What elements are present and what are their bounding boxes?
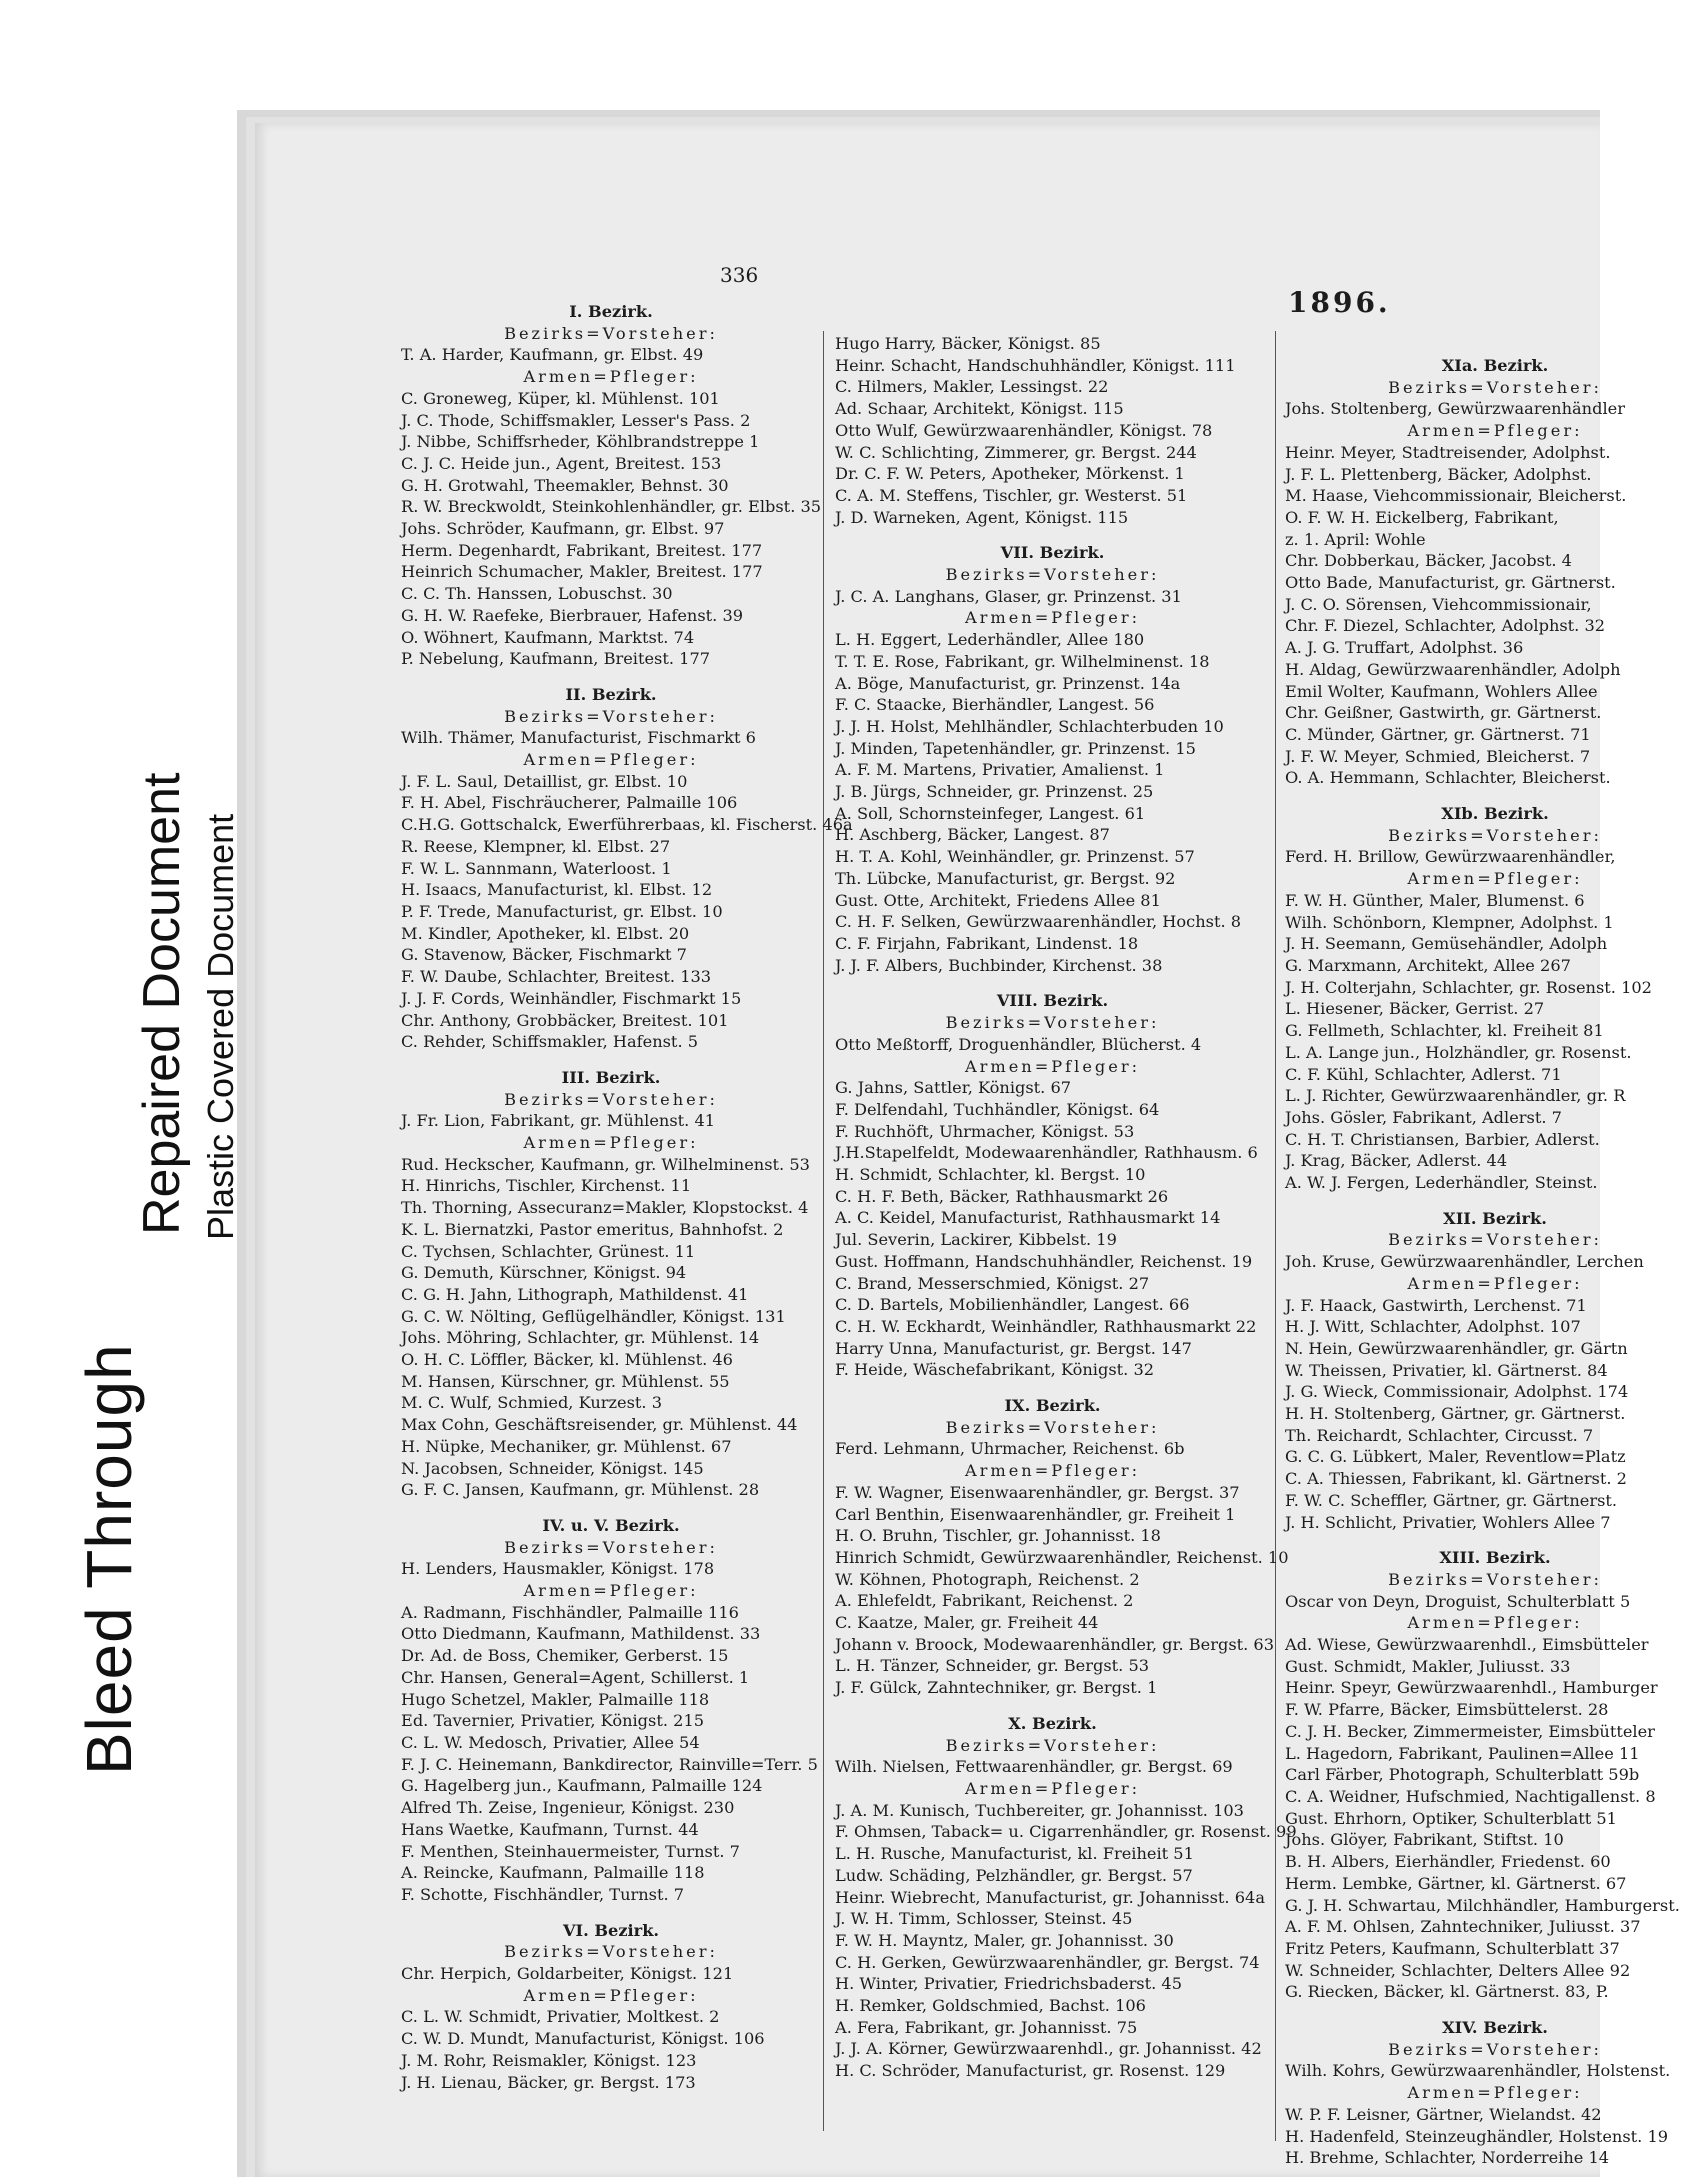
directory-entry: J. C. A. Langhans, Glaser, gr. Prinzenst. 31 (835, 586, 1182, 606)
directory-entry: Otto Wulf, Gewürzwaarenhändler, Königst. 78 (835, 420, 1213, 440)
directory-entry: L. H. Eggert, Lederhändler, Allee 180 (835, 630, 1145, 650)
directory-entry: C. Hilmers, Makler, Lessingst. 22 (835, 377, 1109, 397)
directory-entry: Johann v. Broock, Modewaarenhändler, gr. Bergst. 63 (835, 1634, 1275, 1654)
district-heading: XIII. Bezirk. (1439, 1548, 1551, 1568)
directory-entry: A. J. G. Truffart, Adolphst. 36 (1285, 638, 1524, 658)
directory-entry: F. W. H. Mayntz, Maler, gr. Johannisst. 30 (835, 1930, 1174, 1950)
section-subheading: Bezirks=Vorsteher: (1388, 825, 1602, 845)
directory-entry: J. Krag, Bäcker, Adlerst. 44 (1285, 1151, 1508, 1171)
directory-entry: Johs. Stoltenberg, Gewürzwaarenhändler (1285, 399, 1625, 419)
directory-entry: A. Böge, Manufacturist, gr. Prinzenst. 14a (835, 673, 1181, 693)
section-subheading: Bezirks=Vorsteher: (1388, 2039, 1602, 2059)
directory-entry: Max Cohn, Geschäftsreisender, gr. Mühlenst. 44 (401, 1415, 798, 1435)
section-subheading: Armen=Pfleger: (964, 1779, 1141, 1798)
directory-entry: Heinrich Schumacher, Makler, Breitest. 177 (401, 562, 763, 582)
directory-entry: C. Kaatze, Maler, gr. Freiheit 44 (835, 1613, 1099, 1633)
directory-entry: Chr. Hansen, General=Agent, Schillerst. 1 (401, 1667, 750, 1687)
district-heading: VIII. Bezirk. (996, 991, 1109, 1011)
directory-entry: Fritz Peters, Kaufmann, Schulterblatt 37 (1285, 1938, 1620, 1958)
section-subheading: Armen=Pfleger: (523, 750, 699, 770)
directory-entry: H. Schmidt, Schlachter, kl. Bergst. 10 (835, 1165, 1146, 1185)
directory-entry: J. M. Rohr, Reismakler, Königst. 123 (401, 2050, 697, 2070)
section-subheading: Bezirks=Vorsteher: (1388, 1569, 1602, 1589)
directory-entry: M. Hansen, Kürschner, gr. Mühlenst. 55 (401, 1371, 730, 1391)
directory-entry: F. W. Wagner, Eisenwaarenhändler, gr. Bergst. 37 (835, 1482, 1240, 1502)
directory-entry: A. C. Keidel, Manufacturist, Rathhausmarkt 14 (835, 1208, 1221, 1228)
directory-entry: C. L. W. Schmidt, Privatier, Moltkest. 2 (401, 2007, 720, 2027)
directory-entry: G. J. H. Schwartau, Milchhändler, Hamburgerst. (1285, 1895, 1680, 1915)
directory-entry: F. W. Daube, Schlachter, Breitest. 133 (401, 967, 712, 987)
directory-entry: J. J. A. Körner, Gewürzwaarenhdl., gr. Johannisst. 42 (835, 2039, 1262, 2059)
directory-entry: C. L. W. Medosch, Privatier, Allee 54 (401, 1733, 700, 1752)
directory-entry: F. W. H. Günther, Maler, Blumenst. 6 (1285, 890, 1585, 910)
directory-entry: F. Delfendahl, Tuchhändler, Königst. 64 (835, 1099, 1160, 1119)
directory-entry: C. H. F. Beth, Bäcker, Rathhausmarkt 26 (835, 1186, 1169, 1206)
directory-entry: G. C. W. Nölting, Geflügelhändler, Königst. 131 (401, 1306, 786, 1326)
district-heading: XIb. Bezirk. (1441, 804, 1549, 824)
directory-entry: A. Radmann, Fischhändler, Palmaille 116 (401, 1602, 739, 1622)
directory-entry: M. Haase, Viehcommissionair, Bleicherst. (1285, 486, 1627, 506)
directory-entry: W. Theissen, Privatier, kl. Gärtnerst. 84 (1285, 1360, 1608, 1380)
section-subheading: Armen=Pfleger: (1407, 421, 1583, 441)
section-subheading: Armen=Pfleger: (964, 1056, 1141, 1076)
directory-entry: W. P. F. Leisner, Gärtner, Wielandst. 42 (1285, 2104, 1602, 2124)
district-heading: XIa. Bezirk. (1441, 356, 1549, 375)
district-heading: I. Bezirk. (569, 302, 653, 321)
directory-entry: C. W. D. Mundt, Manufacturist, Königst. 106 (401, 2029, 765, 2049)
directory-entry: H. Isaacs, Manufacturist, kl. Elbst. 12 (401, 880, 713, 900)
directory-entry: C. A. M. Steffens, Tischler, gr. Westerst. 51 (835, 485, 1188, 505)
directory-entry: A. Ehlefeldt, Fabrikant, Reichenst. 2 (835, 1591, 1134, 1611)
directory-entry: J.H.Stapelfeldt, Modewaarenhändler, Rathhausm. 6 (835, 1143, 1258, 1163)
section-subheading: Armen=Pfleger: (523, 1133, 699, 1153)
directory-entry: Heinr. Speyr, Gewürzwaarenhdl., Hamburger (1285, 1678, 1658, 1698)
directory-entry: Heinr. Schacht, Handschuhhändler, Königst. 111 (835, 355, 1236, 375)
directory-entry: Otto Bade, Manufacturist, gr. Gärtnerst. (1285, 573, 1616, 593)
directory-entry: A. F. M. Ohlsen, Zahntechniker, Juliusst. 37 (1285, 1917, 1641, 1937)
directory-entry: Oscar von Deyn, Droguist, Schulterblatt 5 (1285, 1591, 1631, 1611)
directory-entry: N. Jacobsen, Schneider, Königst. 145 (401, 1458, 704, 1478)
directory-entry: H. Winter, Privatier, Friedrichsbaderst. 45 (835, 1974, 1183, 1994)
directory-entry: J. C. Thode, Schiffsmakler, Lesser's Pass. 2 (401, 410, 751, 430)
directory-entry: R. W. Breckwoldt, Steinkohlenhändler, gr. Elbst. 35 (401, 497, 822, 517)
directory-entry: Th. Thorning, Assecuranz=Makler, Klopstockst. 4 (401, 1198, 809, 1218)
plastic-covered-label: Plastic Covered Document (200, 813, 241, 1240)
section-gap (401, 1053, 821, 1067)
directory-entry: W. C. Schlichting, Zimmerer, gr. Bergst. 244 (835, 442, 1197, 462)
directory-entry: J. B. Jürgs, Schneider, gr. Prinzenst. 25 (835, 782, 1154, 802)
section-subheading: Armen=Pfleger: (1407, 869, 1583, 889)
directory-entry: Jul. Severin, Lackirer, Kibbelst. 19 (835, 1230, 1117, 1250)
directory-entry: C. H. T. Christiansen, Barbier, Adlerst. (1285, 1129, 1600, 1149)
directory-entry: J. F. L. Plettenberg, Bäcker, Adolphst. (1285, 464, 1592, 484)
directory-entry: Ferd. Lehmann, Uhrmacher, Reichenst. 6b (835, 1439, 1185, 1459)
directory-entry: C. A. Thiessen, Fabrikant, kl. Gärtnerst. 2 (1285, 1469, 1627, 1489)
section-subheading: Bezirks=Vorsteher: (1388, 1230, 1602, 1250)
directory-entry: W. Köhnen, Photograph, Reichenst. 2 (835, 1569, 1140, 1589)
district-heading: IV. u. V. Bezirk. (542, 1515, 680, 1535)
directory-entry: L. Hagedorn, Fabrikant, Paulinen=Allee 11 (1285, 1743, 1640, 1763)
directory-entry: Joh. Kruse, Gewürzwaarenhändler, Lerchen (1285, 1252, 1644, 1272)
directory-column-3 (1285, 355, 1705, 2169)
section-gap (401, 1906, 821, 1920)
directory-column-1 (401, 301, 853, 2093)
directory-entry: J. F. W. Meyer, Schmied, Bleicherst. 7 (1285, 746, 1591, 766)
section-gap (835, 976, 1270, 990)
section-subheading: Armen=Pfleger: (1407, 1273, 1583, 1293)
directory-entry: Gust. Ehrhorn, Optiker, Schulterblatt 51 (1285, 1808, 1617, 1828)
district-heading: XII. Bezirk. (1443, 1208, 1547, 1228)
directory-entry: H. Aschberg, Bäcker, Langest. 87 (835, 825, 1110, 845)
directory-entry: J. F. Gülck, Zahntechniker, gr. Bergst. 1 (835, 1678, 1158, 1698)
directory-entry: J. H. Lienau, Bäcker, gr. Bergst. 173 (401, 2072, 696, 2092)
section-gap (1285, 2003, 1705, 2017)
directory-entry: Herm. Degenhardt, Fabrikant, Breitest. 177 (401, 540, 763, 560)
directory-entry: J. D. Warneken, Agent, Königst. 115 (835, 507, 1129, 527)
directory-entry: T. T. E. Rose, Fabrikant, gr. Wilhelminenst. 18 (835, 651, 1210, 671)
district-heading: II. Bezirk. (565, 684, 657, 704)
directory-entry: Johs. Glöyer, Fabrikant, Stiftst. 10 (1285, 1830, 1564, 1850)
directory-entry: H. Brehme, Schlachter, Norderreihe 14 (1285, 2148, 1610, 2168)
directory-entry: A. Soll, Schornsteinfeger, Langest. 61 (835, 803, 1146, 823)
section-subheading: Bezirks=Vorsteher: (504, 706, 718, 726)
directory-entry: H. Nüpke, Mechaniker, gr. Mühlenst. 67 (401, 1436, 732, 1456)
directory-entry: J. W. H. Timm, Schlosser, Steinst. 45 (835, 1909, 1133, 1929)
directory-entry: M. C. Wulf, Schmied, Kurzest. 3 (401, 1393, 663, 1413)
directory-entry: Th. Reichardt, Schlachter, Circusst. 7 (1285, 1425, 1594, 1445)
directory-entry: Hugo Harry, Bäcker, Königst. 85 (835, 334, 1101, 353)
directory-entry: J. J. F. Cords, Weinhändler, Fischmarkt 15 (401, 988, 742, 1008)
section-subheading: Bezirks=Vorsteher: (504, 323, 718, 343)
directory-entry: O. A. Hemmann, Schlachter, Bleicherst. (1285, 768, 1611, 788)
directory-entry: L. J. Richter, Gewürzwaarenhändler, gr. R (1285, 1086, 1626, 1106)
section-gap (401, 670, 821, 684)
directory-entry: L. H. Rusche, Manufacturist, kl. Freiheit 51 (835, 1844, 1194, 1864)
directory-entry: L. A. Lange jun., Holzhändler, gr. Rosenst. (1285, 1042, 1632, 1062)
directory-entry: K. L. Biernatzki, Pastor emeritus, Bahnhofst. 2 (401, 1219, 784, 1239)
directory-entry: Rud. Heckscher, Kaufmann, gr. Wilhelminenst. 53 (401, 1154, 810, 1174)
directory-entry: J. F. Haack, Gastwirth, Lerchenst. 71 (1285, 1295, 1587, 1315)
directory-entry: Harry Unna, Manufacturist, gr. Bergst. 147 (835, 1338, 1192, 1358)
district-heading: X. Bezirk. (1008, 1713, 1097, 1733)
page-year: 1896. (1288, 286, 1391, 319)
directory-entry: G. H. Grotwahl, Theemakler, Behnst. 30 (401, 475, 729, 495)
directory-entry: Wilh. Schönborn, Klempner, Adolphst. 1 (1285, 912, 1614, 932)
directory-entry: F. Ohmsen, Taback= u. Cigarrenhändler, gr. Rosenst. 99 (835, 1822, 1297, 1842)
section-subheading: Armen=Pfleger: (523, 1581, 699, 1601)
directory-entry: G. F. C. Jansen, Kaufmann, gr. Mühlenst. 28 (401, 1480, 760, 1500)
directory-entry: Johs. Möhring, Schlachter, gr. Mühlenst. 14 (401, 1328, 760, 1348)
directory-entry: J. Minden, Tapetenhändler, gr. Prinzenst. 15 (835, 738, 1196, 758)
directory-entry: H. J. Witt, Schlachter, Adolphst. 107 (1285, 1317, 1581, 1337)
section-gap (835, 528, 1270, 542)
directory-entry: N. Hein, Gewürzwaarenhändler, gr. Gärtn (1285, 1338, 1628, 1358)
section-gap (401, 1501, 821, 1515)
directory-entry: J. F. L. Saul, Detaillist, gr. Elbst. 10 (401, 771, 688, 791)
directory-entry: Chr. Anthony, Grobbäcker, Breitest. 101 (401, 1010, 729, 1030)
directory-entry: C. Rehder, Schiffsmakler, Hafenst. 5 (401, 1032, 699, 1052)
directory-entry: Heinr. Meyer, Stadtreisender, Adolphst. (1285, 442, 1611, 462)
directory-entry: L. H. Tänzer, Schneider, gr. Bergst. 53 (835, 1656, 1150, 1676)
directory-entry: G. Demuth, Kürschner, Königst. 94 (401, 1263, 687, 1283)
repaired-document-label: Repaired Document (133, 772, 191, 1235)
directory-entry: H. Aldag, Gewürzwaarenhändler, Adolph (1285, 659, 1621, 679)
directory-entry: G. Fellmeth, Schlachter, kl. Freiheit 81 (1285, 1021, 1604, 1041)
directory-entry: Emil Wolter, Kaufmann, Wohlers Allee (1285, 681, 1598, 701)
directory-entry: Johs. Schröder, Kaufmann, gr. Elbst. 97 (401, 519, 725, 539)
directory-entry: Chr. Dobberkau, Bäcker, Jacobst. 4 (1285, 551, 1572, 571)
directory-entry: Ad. Wiese, Gewürzwaarenhdl., Eimsbütteler (1285, 1635, 1649, 1655)
directory-entry: F. C. Staacke, Bierhändler, Langest. 56 (835, 695, 1155, 715)
column-rule (1275, 331, 1276, 2141)
section-subheading: Bezirks=Vorsteher: (504, 1537, 718, 1557)
page-number: 336 (720, 263, 759, 287)
section-gap (1285, 1194, 1705, 1208)
directory-entry: H. C. Schröder, Manufacturist, gr. Rosenst. 129 (835, 2061, 1226, 2081)
directory-entry: F. Schotte, Fischhändler, Turnst. 7 (401, 1884, 685, 1904)
bleed-through-label: Bleed Through (73, 1343, 145, 1775)
directory-entry: A. Reincke, Kaufmann, Palmaille 118 (401, 1863, 705, 1883)
directory-entry: Chr. F. Diezel, Schlachter, Adolphst. 32 (1285, 616, 1606, 636)
directory-entry: G. Marxmann, Architekt, Allee 267 (1285, 955, 1571, 975)
directory-entry: C. Tychsen, Schlachter, Grünest. 11 (401, 1241, 696, 1261)
section-subheading: Bezirks=Vorsteher: (945, 565, 1160, 585)
section-gap (835, 1381, 1270, 1395)
directory-entry: C. H. Gerken, Gewürzwaarenhändler, gr. Bergst. 74 (835, 1952, 1260, 1972)
book-page (255, 123, 1680, 2177)
directory-entry: F. W. Pfarre, Bäcker, Eimsbüttelerst. 28 (1285, 1700, 1609, 1720)
directory-entry: O. Wöhnert, Kaufmann, Marktst. 74 (401, 627, 695, 647)
directory-entry: J. C. O. Sörensen, Viehcommissionair, (1285, 594, 1592, 614)
directory-entry: Carl Färber, Photograph, Schulterblatt 59b (1285, 1765, 1640, 1785)
section-subheading: Armen=Pfleger: (523, 1985, 699, 2005)
directory-entry: W. Schneider, Schlachter, Delters Allee 92 (1285, 1960, 1631, 1980)
directory-entry: z. 1. April: Wohle (1285, 529, 1426, 549)
directory-entry: A. F. M. Martens, Privatier, Amalienst. 1 (835, 760, 1165, 780)
directory-entry: M. Kindler, Apotheker, kl. Elbst. 20 (401, 923, 690, 943)
directory-entry: Carl Benthin, Eisenwaarenhändler, gr. Freiheit 1 (835, 1504, 1236, 1524)
directory-entry: C. J. H. Becker, Zimmermeister, Eimsbütteler (1285, 1721, 1655, 1741)
directory-entry: H. Lenders, Hausmakler, Königst. 178 (401, 1559, 715, 1579)
directory-entry: J. H. Colterjahn, Schlachter, gr. Rosenst. 102 (1285, 977, 1652, 997)
directory-entry: Heinr. Wiebrecht, Manufacturist, gr. Johannisst. 64a (835, 1887, 1265, 1907)
section-gap (1285, 1533, 1705, 1547)
directory-entry: Dr. Ad. de Boss, Chemiker, Gerberst. 15 (401, 1646, 729, 1666)
directory-entry: B. H. Albers, Eierhändler, Friedenst. 60 (1285, 1852, 1611, 1872)
district-heading: VII. Bezirk. (1000, 543, 1105, 563)
directory-entry: J. H. Seemann, Gemüsehändler, Adolph (1285, 934, 1608, 954)
directory-entry: G. Hagelberg jun., Kaufmann, Palmaille 124 (401, 1776, 763, 1796)
directory-entry: Gust. Hoffmann, Handschuhhändler, Reichenst. 19 (835, 1251, 1253, 1271)
directory-entry: Ed. Tavernier, Privatier, Königst. 215 (401, 1711, 705, 1731)
directory-column-2 (835, 333, 1297, 2082)
directory-entry: Gust. Otte, Architekt, Friedens Allee 81 (835, 890, 1161, 910)
directory-entry: Wilh. Kohrs, Gewürzwaarenhändler, Holstenst. (1285, 2061, 1671, 2081)
directory-entry: Alfred Th. Zeise, Ingenieur, Königst. 230 (401, 1798, 735, 1818)
directory-entry: C.H.G. Gottschalck, Ewerführerbaas, kl. Fischerst. 46a (401, 815, 853, 835)
directory-entry: Hans Waetke, Kaufmann, Turnst. 44 (401, 1819, 699, 1839)
directory-entry: C. Groneweg, Küper, kl. Mühlenst. 101 (401, 388, 720, 408)
directory-entry: C. H. F. Selken, Gewürzwaarenhändler, Hochst. 8 (835, 912, 1242, 932)
section-subheading: Bezirks=Vorsteher: (945, 1417, 1160, 1437)
directory-entry: G. Riecken, Bäcker, kl. Gärtnerst. 83, P. (1285, 1982, 1609, 2002)
directory-entry: C. F. Kühl, Schlachter, Adlerst. 71 (1285, 1064, 1562, 1084)
directory-entry: Gust. Schmidt, Makler, Juliusst. 33 (1285, 1656, 1571, 1676)
directory-entry: C. F. Firjahn, Fabrikant, Lindenst. 18 (835, 933, 1139, 953)
directory-entry: Hugo Schetzel, Makler, Palmaille 118 (401, 1689, 710, 1709)
directory-entry: C. D. Bartels, Mobilienhändler, Langest. 66 (835, 1295, 1190, 1315)
directory-entry: J. J. F. Albers, Buchbinder, Kirchenst. 38 (835, 955, 1163, 975)
directory-entry: Chr. Geißner, Gastwirth, gr. Gärtnerst. (1285, 703, 1602, 723)
directory-entry: G. Jahns, Sattler, Königst. 67 (835, 1078, 1072, 1098)
directory-entry: J. J. H. Holst, Mehlhändler, Schlachterbuden 10 (835, 716, 1224, 736)
directory-entry: C. Brand, Messerschmied, Königst. 27 (835, 1273, 1150, 1293)
directory-entry: F. W. L. Sannmann, Waterloost. 1 (401, 858, 672, 878)
directory-entry: Ad. Schaar, Architekt, Königst. 115 (835, 399, 1124, 419)
directory-entry: H. O. Bruhn, Tischler, gr. Johannisst. 18 (835, 1526, 1161, 1546)
directory-entry: H. Hinrichs, Tischler, Kirchenst. 11 (401, 1176, 692, 1196)
section-subheading: Armen=Pfleger: (523, 367, 699, 387)
section-gap (835, 1699, 1270, 1713)
section-subheading: Bezirks=Vorsteher: (504, 1942, 718, 1962)
district-heading: XIV. Bezirk. (1442, 2018, 1548, 2038)
directory-entry: O. H. C. Löffler, Bäcker, kl. Mühlenst. 46 (401, 1350, 733, 1370)
directory-entry: P. F. Trede, Manufacturist, gr. Elbst. 10 (401, 901, 723, 921)
directory-entry: H. H. Stoltenberg, Gärtner, gr. Gärtnerst. (1285, 1404, 1626, 1424)
directory-entry: H. Remker, Goldschmied, Bachst. 106 (835, 1996, 1146, 2016)
directory-entry: F. W. C. Scheffler, Gärtner, gr. Gärtnerst. (1285, 1490, 1618, 1510)
section-subheading: Armen=Pfleger: (1407, 1613, 1583, 1633)
directory-entry: C. J. C. Heide jun., Agent, Breitest. 153 (401, 453, 722, 473)
directory-entry: C. A. Weidner, Hufschmied, Nachtigallenst. 8 (1285, 1787, 1656, 1806)
section-subheading: Bezirks=Vorsteher: (945, 1735, 1160, 1755)
directory-entry: G. C. G. Lübkert, Maler, Reventlow=Platz (1285, 1447, 1626, 1467)
directory-entry: Ferd. H. Brillow, Gewürzwaarenhändler, (1285, 847, 1616, 867)
directory-entry: T. A. Harder, Kaufmann, gr. Elbst. 49 (401, 345, 704, 365)
directory-entry: F. H. Abel, Fischräucherer, Palmaille 106 (401, 793, 738, 813)
directory-entry: J. A. M. Kunisch, Tuchbereiter, gr. Johannisst. 103 (835, 1800, 1244, 1820)
directory-entry: Th. Lübcke, Manufacturist, gr. Bergst. 92 (835, 868, 1176, 888)
directory-entry: Dr. C. F. W. Peters, Apotheker, Mörkenst. 1 (835, 464, 1185, 484)
directory-entry: Wilh. Thämer, Manufacturist, Fischmarkt 6 (401, 728, 756, 748)
directory-entry: A. W. J. Fergen, Lederhändler, Steinst. (1285, 1173, 1598, 1193)
directory-entry: J. Fr. Lion, Fabrikant, gr. Mühlenst. 41 (401, 1111, 716, 1131)
directory-entry: G. H. W. Raefeke, Bierbrauer, Hafenst. 39 (401, 605, 744, 625)
section-gap (1285, 789, 1705, 803)
directory-entry: C. Münder, Gärtner, gr. Gärtnerst. 71 (1285, 724, 1591, 744)
district-heading: VI. Bezirk. (562, 1920, 660, 1940)
district-heading: III. Bezirk. (561, 1067, 661, 1087)
section-subheading: Bezirks=Vorsteher: (1388, 377, 1602, 397)
directory-entry: Otto Diedmann, Kaufmann, Mathildenst. 33 (401, 1624, 761, 1644)
directory-entry: F. Heide, Wäschefabrikant, Königst. 32 (835, 1360, 1155, 1380)
directory-entry: Chr. Herpich, Goldarbeiter, Königst. 121 (401, 1964, 734, 1984)
directory-entry: F. Menthen, Steinhauermeister, Turnst. 7 (401, 1841, 740, 1861)
directory-entry: R. Reese, Klempner, kl. Elbst. 27 (401, 836, 671, 856)
directory-entry: Hinrich Schmidt, Gewürzwaarenhändler, Reichenst. 10 (835, 1547, 1289, 1567)
directory-entry: Ludw. Schäding, Pelzhändler, gr. Bergst. 57 (835, 1865, 1193, 1885)
directory-entry: H. Hadenfeld, Steinzeughändler, Holstenst. 19 (1285, 2126, 1669, 2146)
directory-entry: J. G. Wieck, Commissionair, Adolphst. 174 (1285, 1382, 1629, 1402)
section-subheading: Bezirks=Vorsteher: (945, 1013, 1160, 1033)
section-subheading: Armen=Pfleger: (964, 1461, 1141, 1481)
directory-entry: H. T. A. Kohl, Weinhändler, gr. Prinzenst. 57 (835, 847, 1195, 867)
directory-entry: A. Fera, Fabrikant, gr. Johannisst. 75 (835, 2017, 1138, 2037)
district-heading: IX. Bezirk. (1004, 1396, 1101, 1416)
directory-entry: Johs. Gösler, Fabrikant, Adlerst. 7 (1285, 1107, 1562, 1127)
directory-entry: Herm. Lembke, Gärtner, kl. Gärtnerst. 67 (1285, 1873, 1627, 1893)
directory-entry: F. Ruchhöft, Uhrmacher, Königst. 53 (835, 1121, 1135, 1141)
directory-entry: O. F. W. H. Eickelberg, Fabrikant, (1285, 507, 1559, 527)
directory-entry: Otto Meßtorff, Droguenhändler, Blücherst. 4 (835, 1034, 1202, 1054)
directory-entry: C. G. H. Jahn, Lithograph, Mathildenst. 41 (401, 1284, 749, 1304)
column-rule (823, 331, 824, 2131)
directory-entry: J. H. Schlicht, Privatier, Wohlers Allee 7 (1285, 1512, 1611, 1532)
section-subheading: Armen=Pfleger: (1407, 2083, 1583, 2103)
directory-entry: F. J. C. Heinemann, Bankdirector, Rainville=Terr. 5 (401, 1754, 818, 1774)
section-subheading: Bezirks=Vorsteher: (504, 1089, 718, 1109)
directory-entry: G. Stavenow, Bäcker, Fischmarkt 7 (401, 945, 687, 965)
directory-entry: Wilh. Nielsen, Fettwaarenhändler, gr. Bergst. 69 (835, 1757, 1233, 1777)
directory-entry: C. H. W. Eckhardt, Weinhändler, Rathhausmarkt 22 (835, 1316, 1257, 1336)
directory-entry: L. Hiesener, Bäcker, Gerrist. 27 (1285, 999, 1545, 1019)
directory-entry: C. C. Th. Hanssen, Lobuschst. 30 (401, 584, 673, 604)
section-subheading: Armen=Pfleger: (964, 608, 1141, 628)
directory-entry: P. Nebelung, Kaufmann, Breitest. 177 (401, 649, 711, 669)
directory-entry: J. Nibbe, Schiffsrheder, Köhlbrandstreppe 1 (401, 432, 760, 452)
